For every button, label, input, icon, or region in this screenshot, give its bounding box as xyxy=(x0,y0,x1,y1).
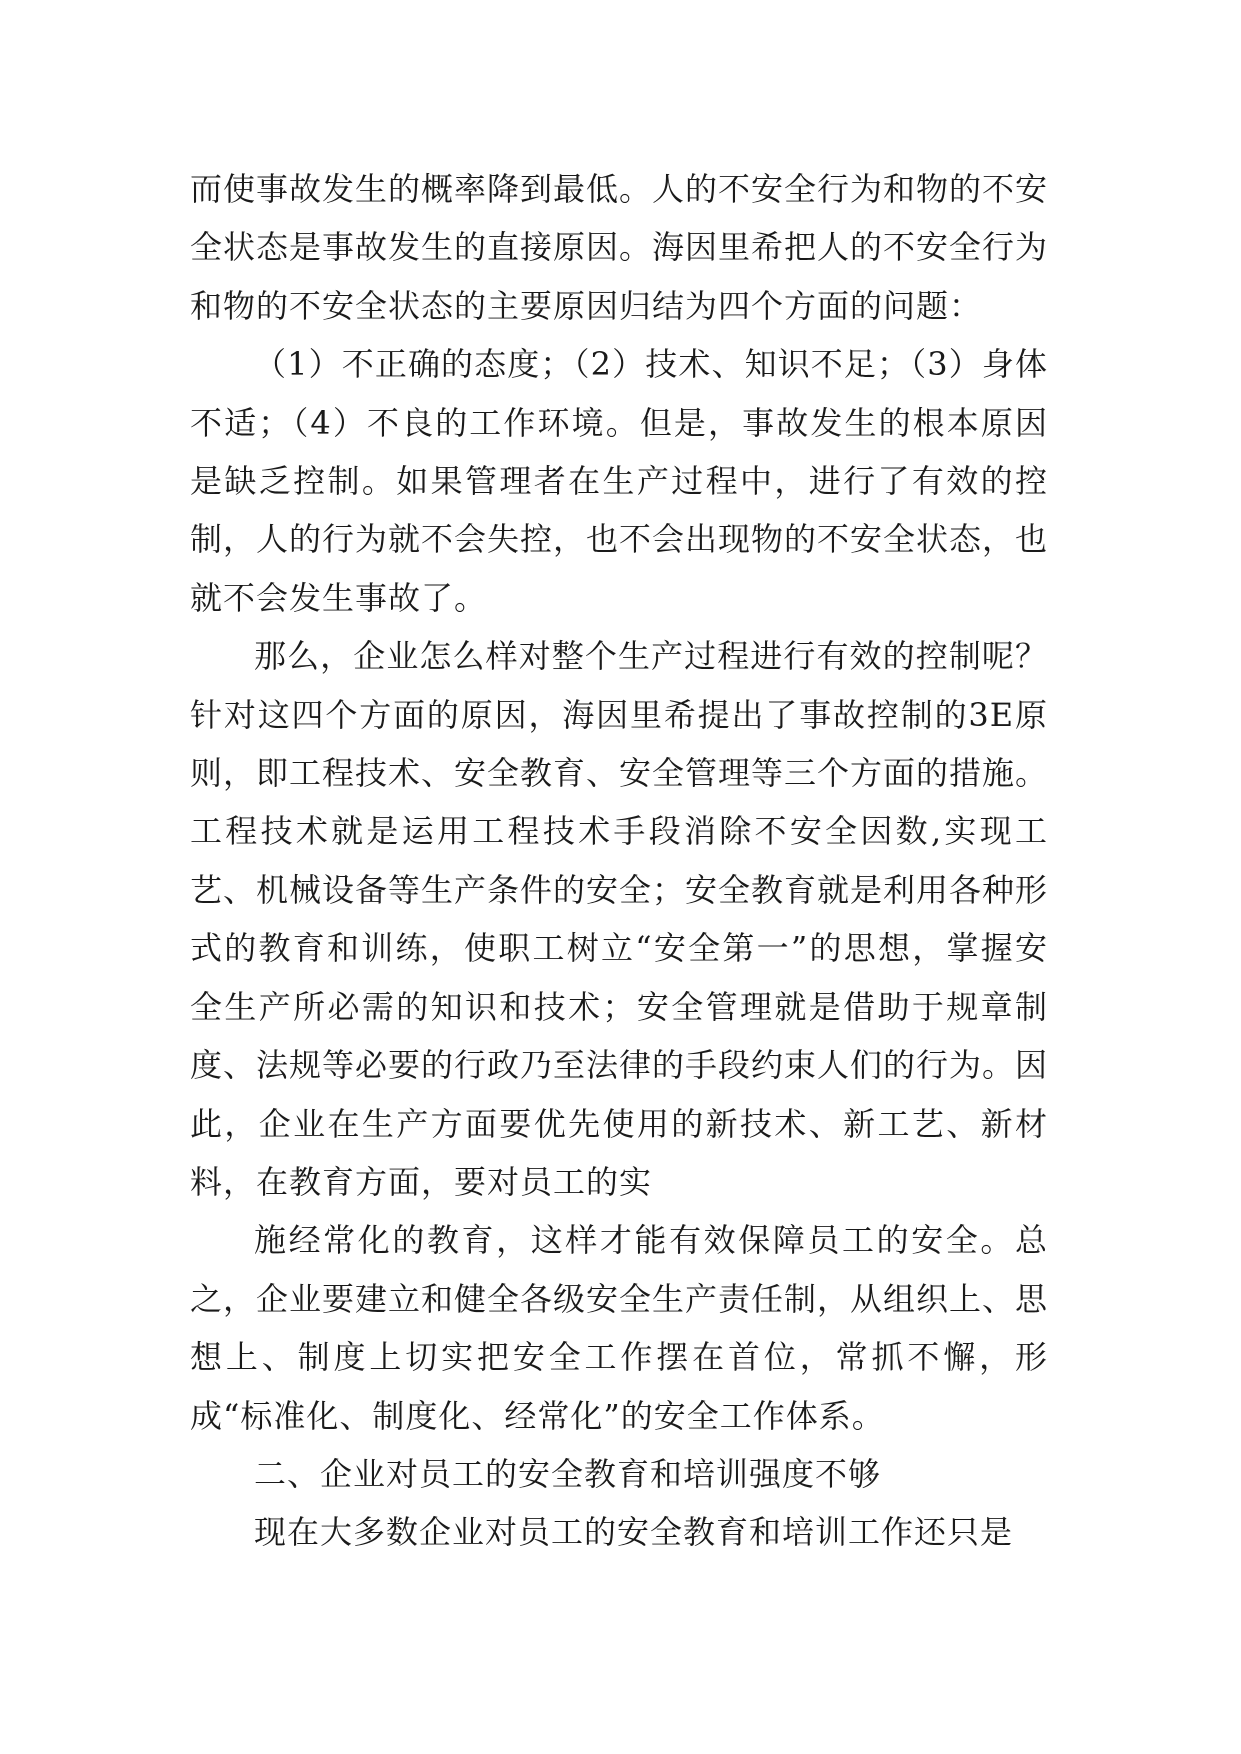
section-heading-training: 二、企业对员工的安全教育和培训强度不够 xyxy=(254,1454,882,1493)
paragraph-four-problems: （1）不正确的态度；（2）技术、知识不足；（3）身体不适；（4）不良的工作环境。但是，事故发生的根本原因是缺乏控制。如果管理者在生产过程中，进行了有效的控制，人的行为就不会失控，也不会出现物的不安全状态，也就不会发生事故了。 xyxy=(190,345,1049,617)
paragraph-training-intro: 现在大多数企业对员工的安全教育和培训工作还只是 xyxy=(254,1513,1014,1552)
paragraph-accident-causes: 而使事故发生的概率降到最低。人的不安全行为和物的不安全状态是事故发生的直接原因。海因里希把人的不安全行为和物的不安全状态的主要原因归结为四个方面的问题： xyxy=(190,170,1049,325)
paragraph-safety-system: 施经常化的教育，这样才能有效保障员工的安全。总之，企业要建立和健全各级安全生产责任制，从组织上、思想上、制度上切实把安全工作摆在首位，常抓不懈，形成“标准化、制度化、经常化”的安全工作体系。 xyxy=(190,1221,1049,1435)
paragraph-3e-principle: 那么，企业怎么样对整个生产过程进行有效的控制呢？针对这四个方面的原因，海因里希提出了事故控制的3E原则，即工程技术、安全教育、安全管理等三个方面的措施。工程技术就是运用工程技术手段消除不安全因数,实现工艺、机械设备等生产条件的安全；安全教育就是利用各种形式的教育和训练，使职工树立“安全第一”的思想，掌握安全生产所必需的知识和技术；安全管理就是借助于规章制度、法规等必要的行政乃至法律的手段约束人们的行为。因此，企业在生产方面要优先使用的新技术、新工艺、新材料，在教育方面，要对员工的实 xyxy=(190,637,1049,1201)
document-body xyxy=(190,160,1048,1562)
